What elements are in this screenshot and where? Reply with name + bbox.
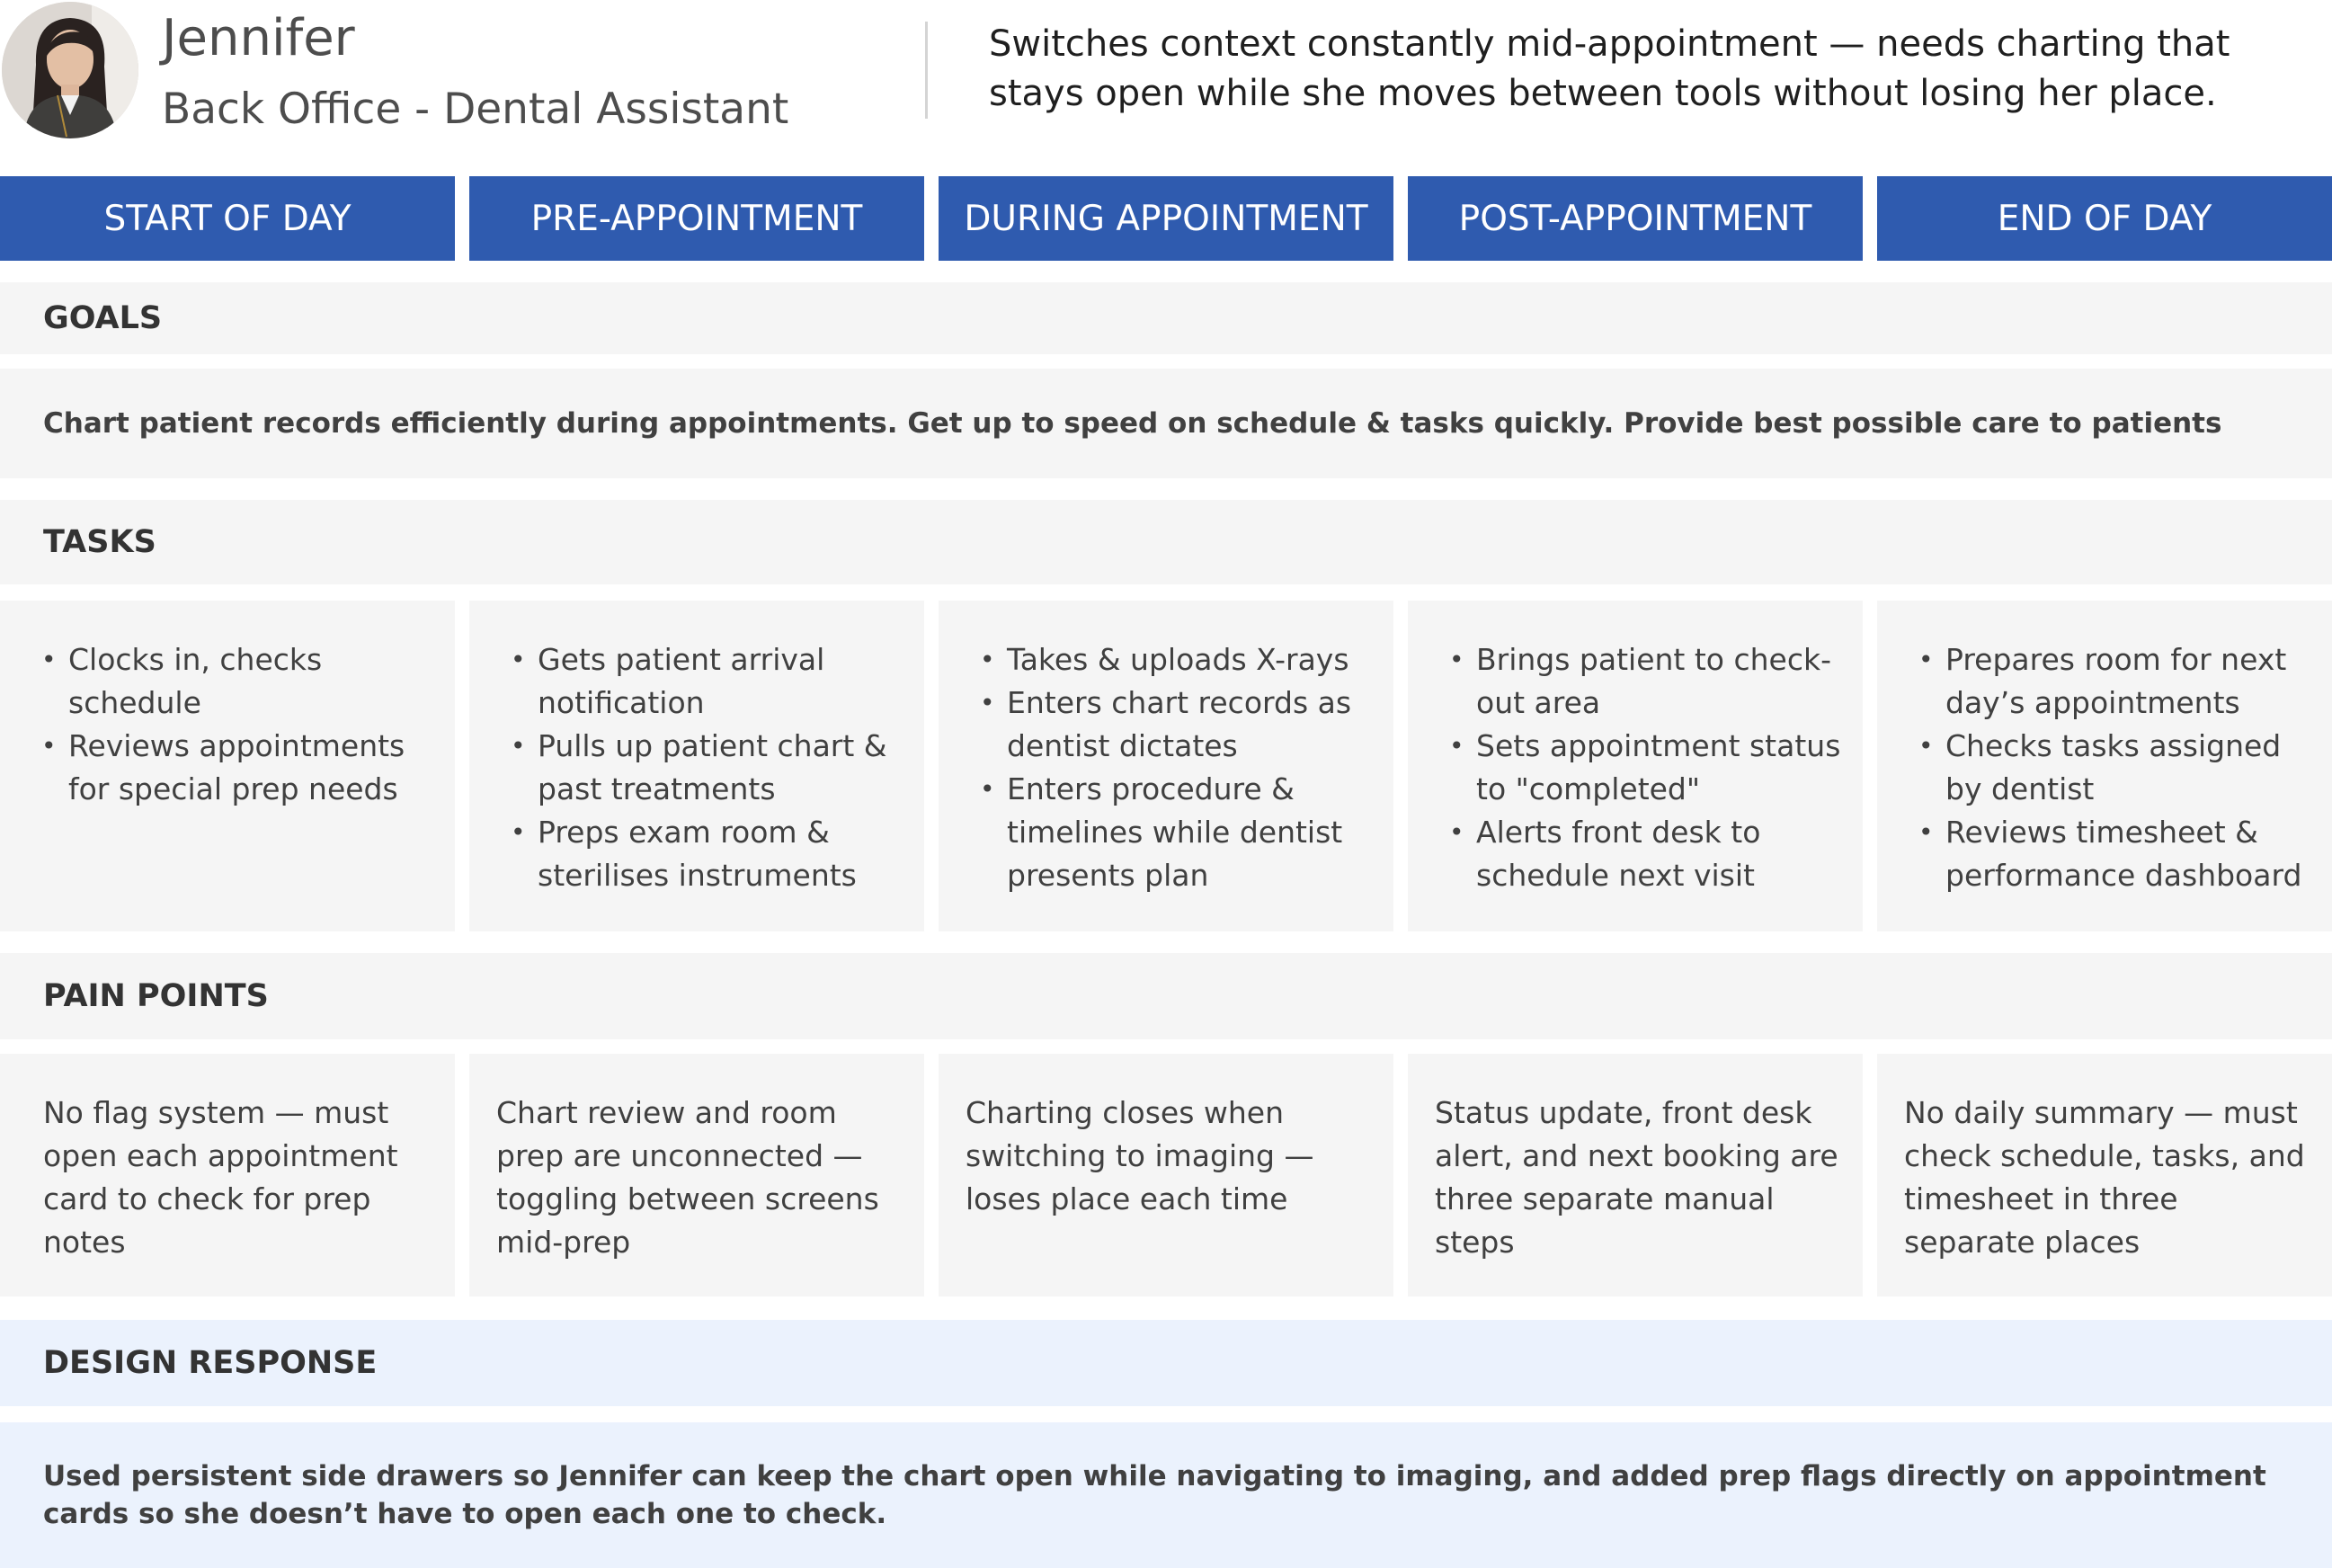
task-list — [980, 638, 1375, 897]
task-item: • Clocks in, checks schedule — [41, 638, 437, 725]
task-item: • Pulls up patient chart & past treatments — [511, 725, 906, 811]
tasks-label: TASKS — [0, 500, 2332, 584]
goals-label: GOALS — [0, 282, 2332, 354]
phase-pre-appointment: PRE-APPOINTMENT — [469, 176, 924, 261]
persona-quote: Switches context constantly mid-appointment — needs charting that stays open while she moves between tools without losing her place. — [989, 23, 2230, 114]
tasks-cell-end-of-day — [1877, 601, 2332, 931]
task-item: • Sets appointment status to "completed" — [1449, 725, 1845, 811]
task-item: • Enters procedure & timelines while dentist presents plan — [980, 768, 1375, 897]
task-item: • Brings patient to check-out area — [1449, 638, 1845, 725]
task-item: • Alerts front desk to schedule next visit — [1449, 811, 1845, 897]
pain-point-during-appointment: Charting closes when switching to imaging — loses place each time — [939, 1054, 1393, 1296]
task-item: • Takes & uploads X-rays — [980, 638, 1375, 682]
pain-point-end-of-day: No daily summary — must check schedule, tasks, and timesheet in three separate places — [1877, 1054, 2332, 1296]
phase-during-appointment: DURING APPOINTMENT — [939, 176, 1393, 261]
task-list — [1918, 638, 2319, 897]
phase-start-of-day: START OF DAY — [0, 176, 455, 261]
tasks-cell-start-of-day — [0, 601, 455, 931]
phase-end-of-day: END OF DAY — [1877, 176, 2332, 261]
task-item: • Preps exam room & sterilises instruments — [511, 811, 906, 897]
pain-point-start-of-day: No flag system — must open each appointment card to check for prep notes — [0, 1054, 455, 1296]
person-photo-icon — [2, 2, 138, 138]
pain-points-label: PAIN POINTS — [0, 953, 2332, 1039]
task-item: • Prepares room for next day’s appointments — [1918, 638, 2319, 725]
task-item: • Reviews appointments for special prep needs — [41, 725, 437, 811]
task-item: • Gets patient arrival notification — [511, 638, 906, 725]
task-list — [511, 638, 906, 897]
persona-role: Back Office - Dental Assistant — [162, 85, 789, 134]
goals-text: Chart patient records efficiently during appointments. Get up to speed on schedule & tasks quickly. Provide best possible care to patients — [0, 369, 2332, 478]
pain-point-pre-appointment: Chart review and room prep are unconnected — toggling between screens mid-prep — [469, 1054, 924, 1296]
design-response-text: Used persistent side drawers so Jennifer can keep the chart open while navigating to imaging, and added prep flags directly on appointment cards so she doesn’t have to open each one to check. — [0, 1422, 2332, 1568]
header-divider — [925, 22, 928, 119]
task-item: • Checks tasks assigned by dentist — [1918, 725, 2319, 811]
task-list — [1449, 638, 1845, 897]
persona-avatar — [2, 2, 138, 138]
persona-name: Jennifer — [162, 9, 355, 67]
phase-post-appointment: POST-APPOINTMENT — [1408, 176, 1863, 261]
task-item: • Reviews timesheet & performance dashboard — [1918, 811, 2319, 897]
tasks-cell-post-appointment — [1408, 601, 1863, 931]
tasks-cell-during-appointment — [939, 601, 1393, 931]
task-list — [41, 638, 437, 811]
design-response-label: DESIGN RESPONSE — [0, 1320, 2332, 1406]
task-item: • Enters chart records as dentist dictates — [980, 682, 1375, 768]
pain-point-post-appointment: Status update, front desk alert, and next booking are three separate manual steps — [1408, 1054, 1863, 1296]
tasks-cell-pre-appointment — [469, 601, 924, 931]
